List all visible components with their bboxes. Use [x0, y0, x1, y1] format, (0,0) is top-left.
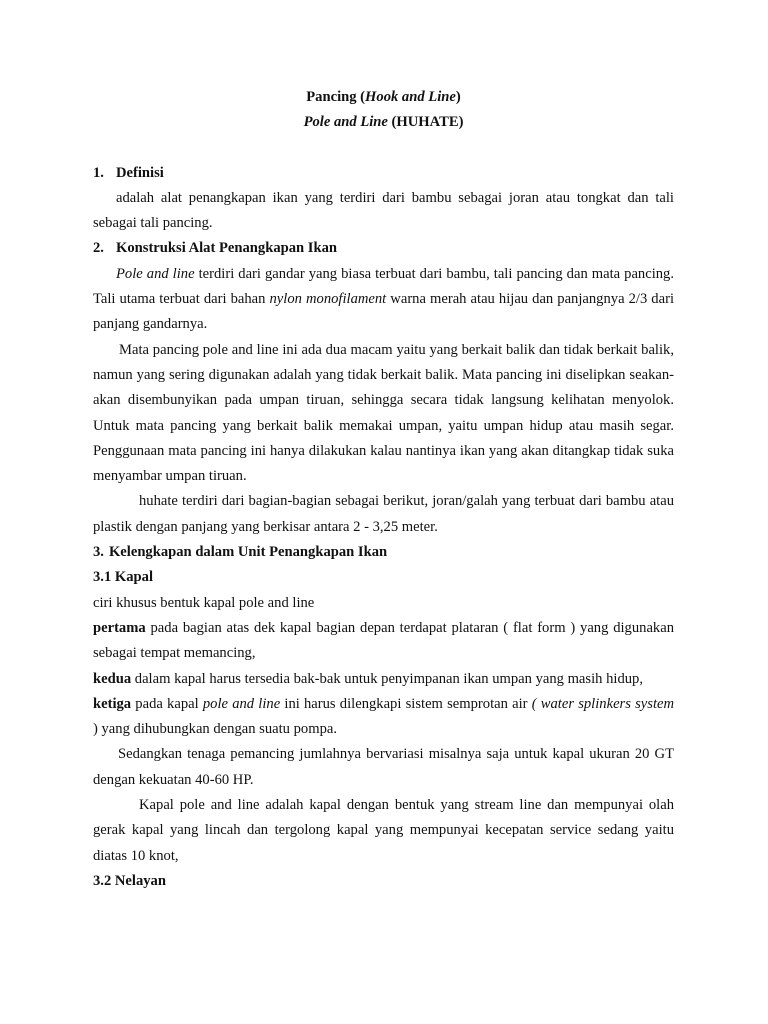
- feature-item-3: [93, 692, 674, 743]
- title-italic: Hook and Line: [365, 89, 456, 105]
- italic-term: Pole and line: [116, 265, 195, 282]
- title-prefix: Pancing (: [306, 89, 366, 105]
- section-1-paragraph: adalah alat penangkapan ikan yang terdiri dari bambu sebagai joran atau tongkat dan tali sebagai tali pancing.: [93, 189, 674, 232]
- section-2-title: Konstruksi Alat Penangkapan Ikan: [116, 240, 338, 257]
- spacer: [93, 136, 674, 161]
- section-1-title: Definisi: [116, 164, 164, 181]
- feature-keyword: ketiga: [93, 695, 132, 712]
- section-3-heading: [93, 540, 674, 565]
- section-2-heading: [93, 236, 674, 261]
- title-line-2: [93, 110, 674, 135]
- section-2-number: 2.: [93, 240, 104, 257]
- paragraph-text: warna merah atau hijau dan panjangnya 2/3 dari panjang gandarnya.: [93, 291, 674, 333]
- subsection-3-1-heading: 3.1 Kapal: [93, 569, 154, 586]
- subsection-3-1-intro: ciri khusus bentuk kapal pole and line: [93, 594, 315, 611]
- ship-paragraph: Kapal pole and line adalah kapal dengan bentuk yang stream line dan mempunyai olah gerak kapal yang lincah dan tergolong kapal yang mempunyai kecepatan service sedang yaitu diatas 10 knot,: [93, 797, 674, 864]
- title-suffix: ): [455, 89, 461, 105]
- crew-paragraph: Sedangkan tenaga pemancing jumlahnya bervariasi misalnya saja untuk kapal ukuran 20 GT dengan kekuatan 40-60 HP.: [93, 746, 674, 788]
- title-line-1: [93, 85, 674, 110]
- feature-text: dalam kapal harus tersedia bak-bak untuk penyimpanan ikan umpan yang masih hidup,: [131, 670, 643, 687]
- italic-term: pole and line: [202, 695, 281, 712]
- feature-text: ini harus dilengkapi sistem semprotan air: [280, 695, 532, 712]
- section-2-paragraph-3: huhate terdiri dari bagian-bagian sebagai berikut, joran/galah yang terbuat dari bambu atau plastik dengan panjang yang berkisar antara 2 - 3,25 meter.: [93, 493, 674, 535]
- feature-text: ) yang dihubungkan dengan suatu pompa.: [93, 721, 337, 738]
- feature-text: pada kapal: [131, 695, 203, 712]
- paragraph-text: terdiri dari gandar yang biasa terbuat dari bambu, tali pancing dan mata pancing. Tali utama terbuat dari bahan: [93, 265, 674, 308]
- section-3-title: Kelengkapan dalam Unit Penangkapan Ikan: [108, 544, 388, 561]
- section-2-paragraph-2: Mata pancing pole and line ini ada dua macam yaitu yang berkait balik dan tidak berkait balik, namun yang sering digunakan adalah yang tidak berkait balik. Mata pancing ini diselipkan seakan-akan disembunyikan pada umpan tiruan, sehingga secara tidak langsung kelihatan menyolok. Untuk mata pancing yang berkait balik memakai umpan, yaitu umpan hidup atau masih segar. Penggunaan mata pancing ini hanya dilakukan kalau nantinya ikan yang akan ditangkap tidak suka menyambar umpan tiruan.: [93, 341, 674, 485]
- section-3-number: 3.: [93, 544, 104, 561]
- section-1-heading: [93, 161, 674, 186]
- feature-item-1: [93, 616, 674, 667]
- italic-term: nylon monofilament: [269, 291, 387, 308]
- subsection-3-2-heading: 3.2 Nelayan: [93, 872, 166, 889]
- section-2-paragraph-1: [93, 262, 674, 338]
- feature-item-2: [93, 667, 674, 692]
- feature-keyword: pertama: [93, 619, 146, 636]
- subtitle-italic: Pole and Line: [303, 114, 388, 131]
- feature-text: pada bagian atas dek kapal bagian depan terdapat plataran ( flat form ) yang digunakan sebagai tempat memancing,: [93, 619, 674, 662]
- feature-keyword: kedua: [93, 670, 132, 687]
- section-1-number: 1.: [93, 164, 104, 181]
- italic-term: ( water splinkers system: [531, 695, 675, 712]
- subtitle-suffix: (HUHATE): [387, 114, 464, 131]
- document-body: [93, 85, 674, 894]
